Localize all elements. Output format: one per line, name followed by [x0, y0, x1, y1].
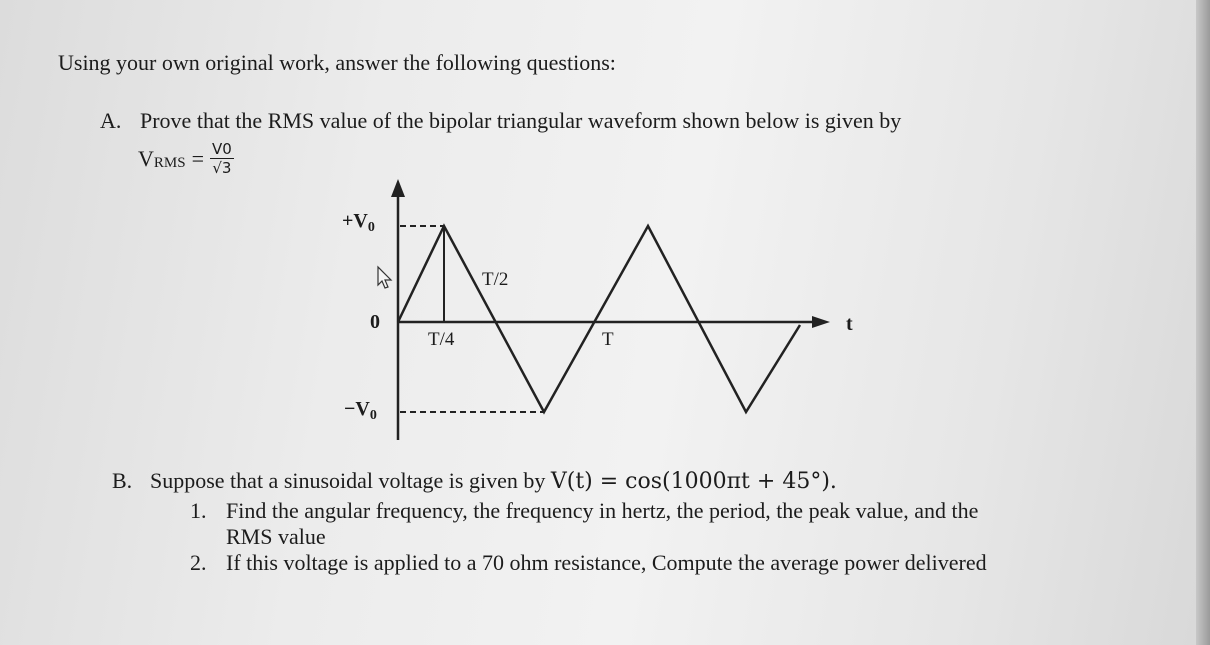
label-t-axis: t — [846, 313, 853, 335]
vertical-axis-arrow — [391, 179, 405, 197]
label-t-half: T/2 — [482, 269, 509, 290]
question-a — [100, 108, 1100, 134]
item-text-line2: RMS value — [226, 524, 326, 549]
item-number: 2. — [190, 550, 207, 575]
formula-numerator: V0 — [212, 140, 232, 158]
screen-bezel-edge — [1196, 0, 1210, 645]
question-b-item-2 — [190, 550, 987, 576]
question-b-item-1 — [190, 498, 1070, 550]
label-zero: 0 — [370, 311, 380, 333]
label-t-full: T — [602, 329, 614, 350]
question-b-text: Suppose that a sinusoidal voltage is given by — [150, 468, 551, 493]
item-text-line1: Find the angular frequency, the frequency in hertz, the period, the peak value, and the — [226, 498, 979, 523]
triangular-waveform-figure — [330, 175, 870, 450]
label-plus-v0: $+V_0$ — [342, 210, 375, 235]
item-text-line1: If this voltage is applied to a 70 ohm resistance, Compute the average power delivered — [226, 550, 987, 575]
formula-fraction — [210, 140, 234, 177]
formula-equals: = — [191, 145, 204, 171]
question-b-letter: B. — [112, 468, 133, 493]
label-t-quarter: T/4 — [428, 329, 455, 350]
question-b-expression: V(t) = cos(1000πt + 45°). — [550, 469, 837, 494]
question-a-text: Prove that the RMS value of the bipolar triangular waveform shown below is given by — [140, 108, 902, 133]
label-minus-v0: $-V_0$ — [344, 398, 377, 423]
question-a-letter: A. — [100, 108, 122, 133]
mouse-cursor-icon — [378, 267, 391, 288]
horizontal-axis-arrow — [812, 316, 830, 328]
triangular-waveform — [398, 226, 800, 412]
item-number: 1. — [190, 498, 207, 523]
question-b — [112, 468, 837, 494]
formula-denominator: √3 — [212, 159, 232, 177]
intro-text: Using your own original work, answer the following questions: — [58, 50, 616, 75]
vrms-formula — [138, 140, 234, 177]
formula-lhs: V — [138, 145, 154, 171]
formula-subscript: RMS — [153, 155, 186, 171]
